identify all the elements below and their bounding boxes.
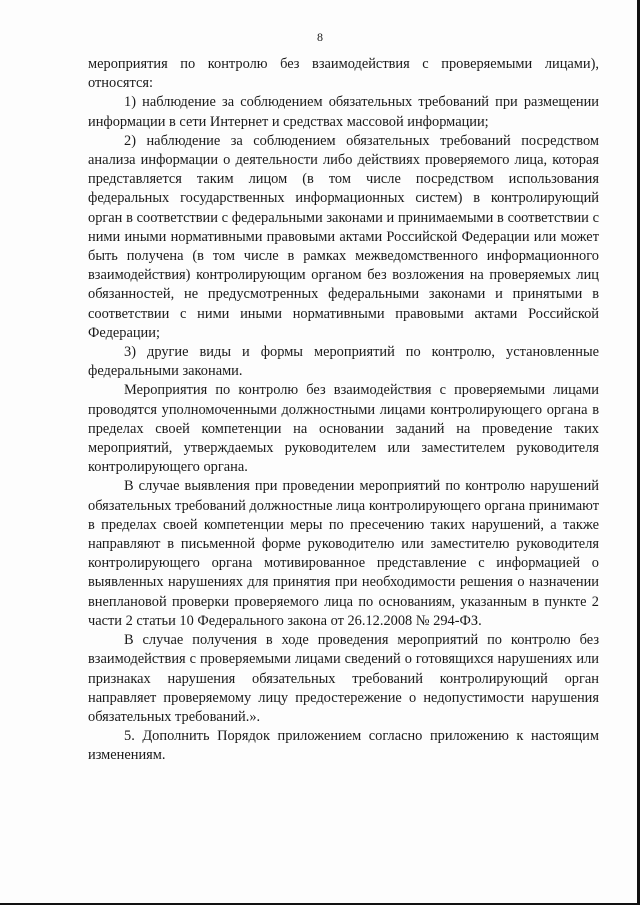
paragraph-item-2: 2) наблюдение за соблюдением обязательных требований посредством анализа информации о деятельности либо действиях проверяемого лица, которая представляется таким лицом (в том числе посредством использования федеральных государственных информационных систем) в контролирующий орган в соответствии с федеральными законами и принимаемыми в соответствии с ними иными нормативными правовыми актами Российской Федерации или может быть получена (в том числе в рамках межведомственного информационного взаимодействия) контролирующим органом без возложения на проверяемых лиц обязанностей, не предусмотренных федеральными законами и принятыми в соответствии с ними иными нормативными правовыми актами Российской Федерации;: [88, 132, 599, 341]
paragraph-item-3: 3) другие виды и формы мероприятий по контролю, установленные федеральными законами.: [88, 344, 599, 380]
page-number: 8: [317, 30, 323, 44]
paragraph-continuation: мероприятия по контролю без взаимодействия с проверяемыми лицами), относятся:: [88, 56, 599, 92]
paragraph-item-1: 1) наблюдение за соблюдением обязательных требований при размещении информации в сети Интернет и средствах массовой информации;: [88, 94, 599, 130]
paragraph-violations: В случае выявления при проведении мероприятий по контролю нарушений обязательных требований должностные лица контролирующего органа принимают в пределах своей компетенции меры по пресечению таких нарушений, а также направляют в письменной форме руководителю или заместителю руководителя контролирующего органа мотивированное представление с информацией о выявленных нарушениях для принятия при необходимости решения о назначении внеплановой проверки проверяемого лица по основаниям, указанным в пункте 2 части 2 статьи 10 Федерального закона от 26.12.2008 № 294-ФЗ.: [88, 478, 599, 629]
document-body: [88, 55, 599, 766]
paragraph-control-measures: Мероприятия по контролю без взаимодействия с проверяемыми лицами проводятся уполномоченными должностными лицами контролирующего органа в пределах своей компетенции на основании заданий на проведение таких мероприятий, утверждаемых руководителем или заместителем руководителя контролирующего органа.: [88, 382, 599, 476]
paragraph-warning: В случае получения в ходе проведения мероприятий по контролю без взаимодействия с проверяемыми лицами сведений о готовящихся нарушениях или признаках нарушения обязательных требований контролирующий орган направляет проверяемому лицу предостережение о недопустимости нарушения обязательных требований.».: [88, 632, 599, 725]
paragraph-item-5: 5. Дополнить Порядок приложением согласно приложению к настоящим изменениям.: [88, 728, 599, 764]
